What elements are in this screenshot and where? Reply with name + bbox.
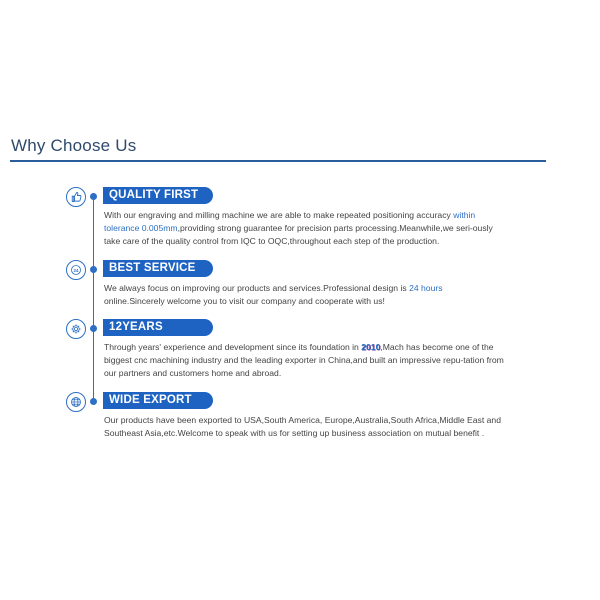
desc-highlight: within tolerance 0.005mm <box>104 210 476 234</box>
desc-text: Through years' experience and development since its foundation in <box>104 342 362 352</box>
desc-highlight: 2010 <box>361 342 381 352</box>
desc-text: We always focus on improving our products and services.Professional design is <box>104 283 410 293</box>
24-hours-icon <box>66 260 86 280</box>
timeline-dot <box>90 325 97 332</box>
section-badge: WIDE EXPORT <box>103 392 213 409</box>
section-badge: 12YEARS <box>103 319 213 336</box>
section-badge: QUALITY FIRST <box>103 187 213 204</box>
section-badge: BEST SERVICE <box>103 260 213 277</box>
thumbs-up-icon <box>66 187 86 207</box>
page-title: Why Choose Us <box>11 136 137 155</box>
globe-icon <box>66 392 86 412</box>
section-description <box>104 341 504 381</box>
section-description <box>104 209 504 249</box>
gear-icon <box>66 319 86 339</box>
timeline-line <box>93 197 94 402</box>
title-divider <box>10 160 546 162</box>
desc-text: ,Mach has become one of the biggest cnc machining industry and the leading exporter in China,and built an impressive repu-tation from our partners and customers home and abroad. <box>104 342 504 379</box>
svg-text:24: 24 <box>73 267 79 273</box>
timeline-dot <box>90 266 97 273</box>
timeline-dot <box>90 398 97 405</box>
desc-text: online.Sincerely welcome you to visit our company and cooperate with us! <box>104 296 385 307</box>
section-description <box>104 414 504 440</box>
desc-text: Our products have been exported to USA,South America, Europe,Australia,South Africa,Middle East and Southeast Asia,etc.Welcome to speak with us for setting up business association on mutual benefit . <box>104 415 501 439</box>
desc-text: With our engraving and milling machine we are able to make repeated positioning accuracy <box>104 210 454 220</box>
desc-text: ,providing strong guarantee for precision parts processing.Meanwhile,we seri-ously take care of the quality control from IQC to OQC,throughout each step of the production. <box>104 223 493 247</box>
desc-highlight: 24 hours <box>409 283 443 293</box>
timeline-dot <box>90 193 97 200</box>
section-description <box>104 282 504 308</box>
